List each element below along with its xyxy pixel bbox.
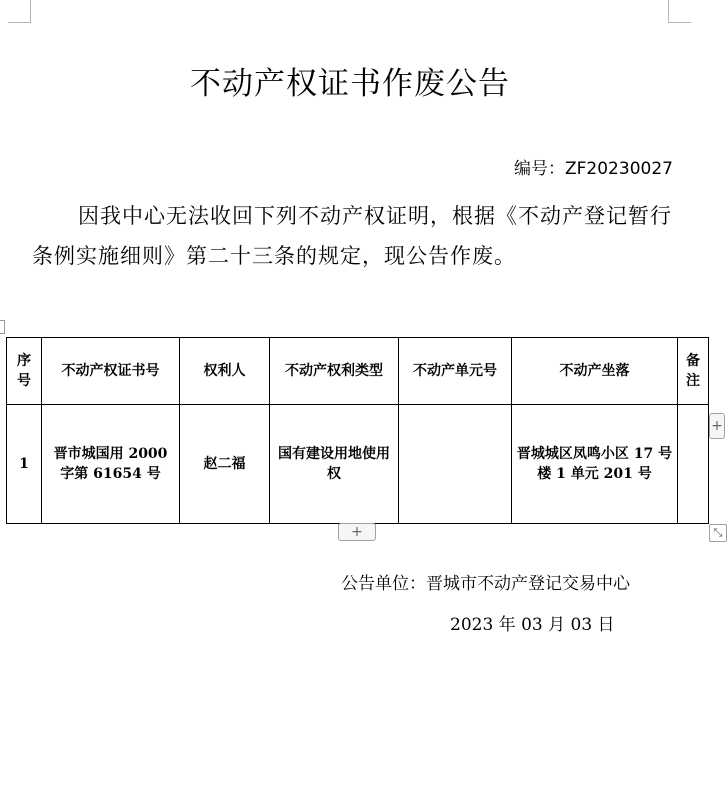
table-header-row	[7, 338, 709, 405]
cell-location: 晋城城区凤鸣小区 17 号楼 1 单元 201 号	[512, 405, 678, 524]
add-row-button[interactable]: +	[338, 523, 376, 541]
issue-date: 2023 年 03 月 03 日	[450, 615, 615, 635]
cell-right-type: 国有建设用地使用权	[270, 405, 399, 524]
page-title: 不动产权证书作废公告	[190, 66, 510, 102]
cell-unit-no	[399, 405, 512, 524]
header-holder: 权利人	[180, 338, 270, 405]
page-corner-marker-left	[8, 0, 31, 23]
header-location: 不动产坐落	[512, 338, 678, 405]
page-corner-marker-right	[668, 0, 691, 23]
table-row	[7, 405, 709, 524]
header-right-type: 不动产权利类型	[270, 338, 399, 405]
announcement-paragraph	[32, 196, 672, 276]
cell-cert-no: 晋市城国用 2000 字第 61654 号	[42, 405, 180, 524]
cell-seq: 1	[7, 405, 42, 524]
add-column-button[interactable]: +	[709, 413, 725, 439]
table-resize-icon[interactable]: ⤡	[709, 524, 727, 542]
header-unit-no: 不动产单元号	[399, 338, 512, 405]
certificate-table	[6, 337, 709, 524]
header-remark: 备注	[678, 338, 709, 405]
header-cert-no: 不动产权证书号	[42, 338, 180, 405]
announcement-text: 因我中心无法收回下列不动产权证明，根据《不动产登记暂行条例实施细则》第二十三条的规定，现公告作废。	[32, 204, 672, 268]
table-move-handle[interactable]	[0, 320, 5, 334]
header-seq: 序号	[7, 338, 42, 405]
serial-number: 编号：ZF20230027	[514, 159, 673, 179]
cell-holder: 赵二福	[180, 405, 270, 524]
cell-remark	[678, 405, 709, 524]
issuer-line: 公告单位：晋城市不动产登记交易中心	[341, 574, 630, 594]
